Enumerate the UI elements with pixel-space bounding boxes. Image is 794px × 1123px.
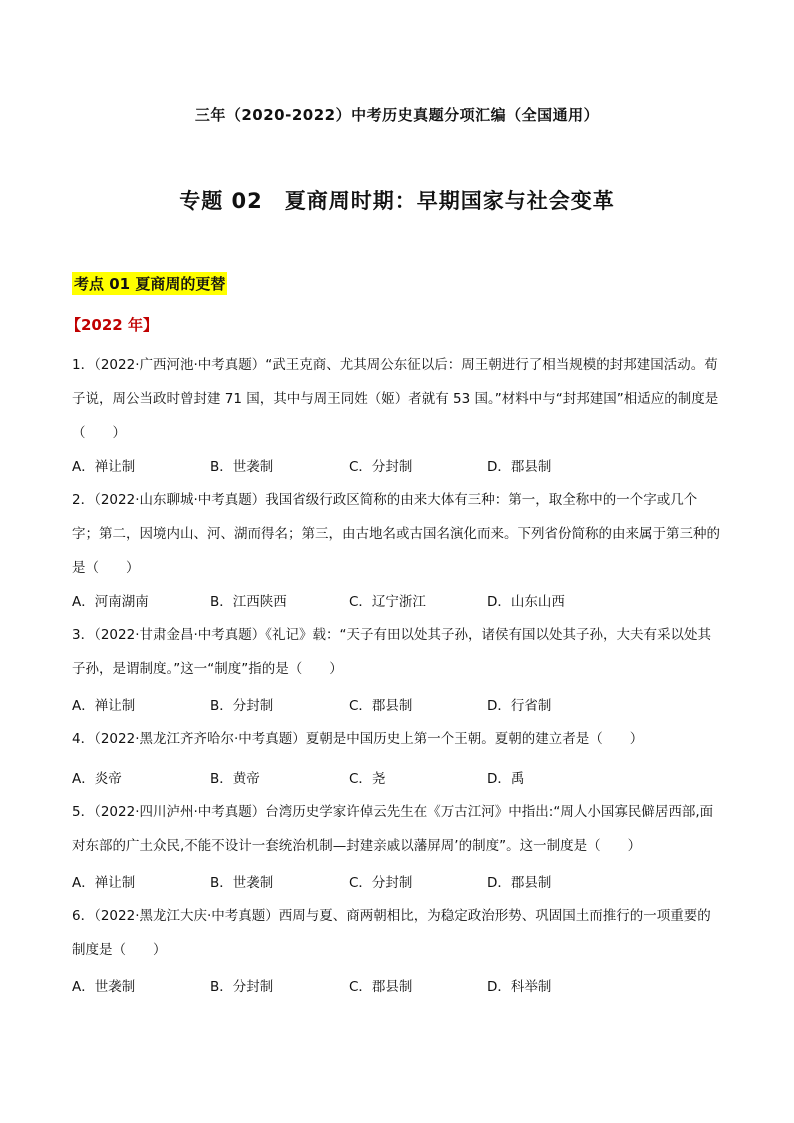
question-5 bbox=[72, 795, 724, 863]
option-b: B．分封制 bbox=[210, 979, 274, 995]
option-b: B．分封制 bbox=[210, 698, 274, 714]
option-d: D．行省制 bbox=[487, 698, 552, 714]
document-header-title: 三年（2020-2022）中考历史真题分项汇编（全国通用） bbox=[194, 106, 600, 124]
option-d: D．山东山西 bbox=[487, 594, 565, 610]
question-stem: 3．（2022·甘肃金昌·中考真题）《礼记》载：“天子有田以处其子孙，诸侯有国以处其子孙，大夫有采以处其子孙，是谓制度。”这一“制度”指的是（ ） bbox=[72, 627, 712, 677]
option-c: C．分封制 bbox=[349, 875, 413, 891]
option-d: D．禹 bbox=[487, 771, 525, 787]
question-stem: 4．（2022·黑龙江齐齐哈尔·中考真题）夏朝是中国历史上第一个王朝。夏朝的建立者是（ ） bbox=[72, 731, 644, 747]
question-stem: 6．（2022·黑龙江大庆·中考真题）西周与夏、商两朝相比，为稳定政治形势、巩固国土而推行的一项重要的制度是（ ） bbox=[72, 908, 711, 958]
topic-title: 专题 02 夏商周时期：早期国家与社会变革 bbox=[179, 189, 615, 213]
question-stem: 1．（2022·广西河池·中考真题）“武王克商、尤其周公东征以后：周王朝进行了相当规模的封邦建国活动。荀子说，周公当政时曾封建 71 国，其中与周王同姓（姬）者就有 53 国。”材料中与“封邦建国”相适应的制度是（ ） bbox=[72, 357, 719, 441]
question-stem: 5．（2022·四川泸州·中考真题）台湾历史学家许倬云先生在《万古江河》中指出:“周人小国寡民僻居西部,面对东部的广土众民,不能不设计一套统治机制—封建亲戚以藩屏周’的制度”。这一制度是（ ） bbox=[72, 804, 714, 854]
option-a: A．炎帝 bbox=[72, 771, 122, 787]
year-heading: 【2022 年】 bbox=[66, 316, 158, 334]
question-2-options bbox=[72, 590, 724, 610]
option-c: C．尧 bbox=[349, 771, 386, 787]
option-c: C．郡县制 bbox=[349, 698, 413, 714]
question-3-options bbox=[72, 694, 724, 714]
option-b: B．世袭制 bbox=[210, 459, 274, 475]
question-1 bbox=[72, 348, 724, 450]
question-3 bbox=[72, 618, 724, 686]
option-c: C．郡县制 bbox=[349, 979, 413, 995]
question-6 bbox=[72, 899, 724, 967]
option-b: B．世袭制 bbox=[210, 875, 274, 891]
question-stem: 2．（2022·山东聊城·中考真题）我国省级行政区简称的由来大体有三种：第一，取全称中的一个字或几个字；第二，因境内山、河、湖而得名；第三，由古地名或古国名演化而来。下列省份简称的由来属于第三种的是（ ） bbox=[72, 492, 720, 576]
option-b: B．黄帝 bbox=[210, 771, 260, 787]
option-c: C．分封制 bbox=[349, 459, 413, 475]
option-d: D．郡县制 bbox=[487, 875, 552, 891]
option-a: A．禅让制 bbox=[72, 698, 136, 714]
section-label: 考点 01 夏商周的更替 bbox=[72, 272, 227, 295]
question-6-options bbox=[72, 975, 724, 995]
option-a: A．河南湖南 bbox=[72, 594, 149, 610]
question-4 bbox=[72, 722, 724, 756]
option-d: D．科举制 bbox=[487, 979, 552, 995]
question-2 bbox=[72, 483, 724, 585]
option-d: D．郡县制 bbox=[487, 459, 552, 475]
option-a: A．禅让制 bbox=[72, 875, 136, 891]
option-a: A．禅让制 bbox=[72, 459, 136, 475]
question-1-options bbox=[72, 455, 724, 475]
question-4-options bbox=[72, 767, 724, 787]
option-a: A．世袭制 bbox=[72, 979, 136, 995]
option-b: B．江西陕西 bbox=[210, 594, 287, 610]
question-5-options bbox=[72, 871, 724, 891]
option-c: C．辽宁浙江 bbox=[349, 594, 426, 610]
